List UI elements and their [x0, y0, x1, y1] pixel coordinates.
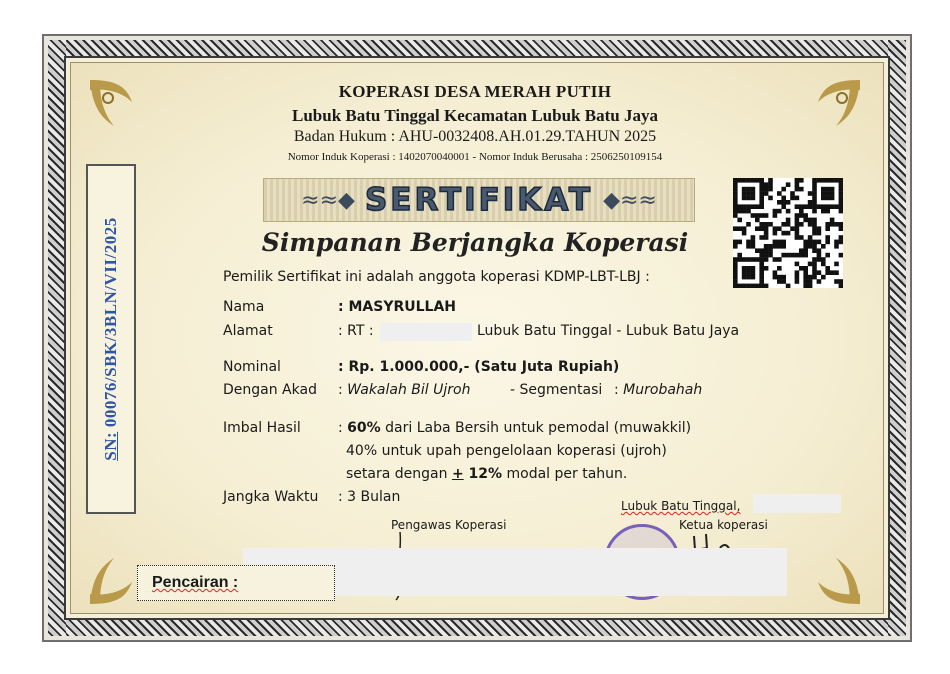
segmentasi-colon: :	[614, 382, 624, 398]
alamat-rt-prefix: : RT :	[338, 323, 374, 339]
ketua-label: Ketua koperasi	[679, 518, 768, 532]
legal-entity-number: Badan Hukum : AHU-0032408.AH.01.29.TAHUN 2025	[293, 128, 657, 145]
cooperative-name: KOPERASI DESA MERAH PUTIH	[338, 82, 612, 101]
imbal-line2: 40% untuk upah pengelolaan koperasi (ujroh)	[346, 443, 667, 459]
imbal-line3-pre: setara dengan	[346, 466, 452, 482]
nominal-label: Nominal	[223, 359, 281, 375]
qr-code-icon	[733, 178, 843, 288]
pencairan-label: Pencairan :	[152, 574, 239, 591]
sertifikat-banner	[263, 178, 695, 222]
serial-value: 00076/SBK/3BLN/VII/2025	[101, 217, 120, 432]
segmentasi-value-line	[614, 382, 702, 398]
corner-ornament-bottom-right	[794, 550, 864, 608]
banner-right-ornament-icon: ◆≈≈	[603, 187, 657, 213]
imbal-line1-pct: 60%	[347, 420, 381, 436]
akad-colon: :	[338, 382, 348, 398]
akad-value-line	[338, 382, 470, 398]
banner-left-ornament-icon: ≈≈◆	[301, 187, 355, 213]
akad-value: Wakalah Bil Ujroh	[347, 382, 471, 398]
imbal-line3-pm: +	[451, 466, 464, 482]
imbal-label: Imbal Hasil	[223, 420, 301, 436]
serial-number	[101, 217, 121, 461]
nama-value: : MASYRULLAH	[338, 299, 457, 315]
imbal-line3-pct: 12%	[463, 466, 503, 482]
segmentasi-label: - Segmentasi	[510, 382, 603, 398]
alamat-value: Lubuk Batu Tinggal - Lubuk Batu Jaya	[477, 323, 740, 339]
imbal-line1	[338, 420, 691, 436]
akad-label: Dengan Akad	[223, 382, 317, 398]
certificate-subtitle: Simpanan Berjangka Koperasi	[261, 228, 689, 257]
imbal-line3	[346, 466, 627, 482]
segmentasi-value: Murobahah	[623, 382, 703, 398]
alamat-redacted	[380, 323, 472, 341]
jangka-label: Jangka Waktu	[223, 489, 319, 505]
imbal-line1-rest: dari Laba Bersih untuk pemodal (muwakkil)	[380, 420, 692, 436]
nominal-value: : Rp. 1.000.000,- (Satu Juta Rupiah)	[338, 359, 620, 375]
signature-place: Lubuk Batu Tinggal,	[621, 499, 741, 513]
serial-prefix: SN:	[101, 431, 120, 461]
imbal-line3-rest: modal per tahun.	[502, 466, 628, 482]
imbal-line1-colon: :	[338, 420, 348, 436]
banner-title: SERTIFIKAT	[364, 182, 594, 218]
alamat-label: Alamat	[223, 323, 273, 339]
intro-text: Pemilik Sertifikat ini adalah anggota koperasi KDMP-LBT-LBJ :	[223, 269, 650, 285]
registration-numbers: Nomor Induk Koperasi : 1402070040001 - Nomor Induk Berusaha : 2506250109154	[287, 151, 663, 163]
cooperative-location: Lubuk Batu Tinggal Kecamatan Lubuk Batu Jaya	[292, 106, 658, 125]
nama-label: Nama	[223, 299, 265, 315]
signature-date-redacted	[753, 494, 841, 513]
pengawas-label: Pengawas Koperasi	[391, 518, 507, 532]
jangka-value: : 3 Bulan	[338, 489, 401, 505]
